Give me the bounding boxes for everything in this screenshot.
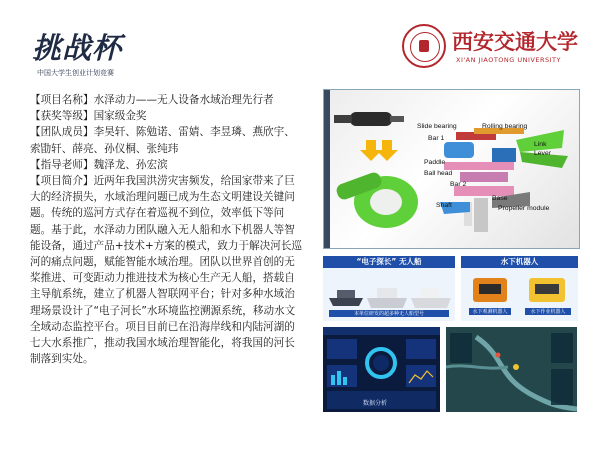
product-panels: [323, 256, 578, 321]
propeller-mechanism-figure: [323, 89, 580, 249]
advisor-label: 【指导老师】: [30, 158, 94, 171]
project-name-line: [30, 92, 302, 108]
team-label: 【团队成员】: [30, 126, 94, 139]
award-line: [30, 108, 302, 124]
label-ball-head: Ball head: [424, 170, 453, 177]
data-analysis-label: 数据分析: [363, 400, 388, 407]
university-name-cn: 西安交通大学: [452, 29, 578, 54]
university-seal-icon: [402, 24, 446, 68]
unmanned-boat-title: “电子探长” 无人船: [323, 256, 455, 268]
label-bar-2: Bar 2: [450, 181, 467, 188]
label-bar-1: Bar 1: [428, 135, 445, 142]
operation-robot-caption: 水下作业机器人: [525, 308, 571, 315]
map-graphics: [446, 327, 577, 412]
label-shaft: Shaft: [436, 202, 452, 209]
award-value: 国家级金奖: [93, 110, 147, 123]
label-link: Link: [534, 141, 547, 148]
intro-label: 【项目简介】: [30, 175, 94, 188]
university-name-en: XI'AN JIAOTONG UNIVERSITY: [456, 56, 561, 64]
challenge-cup-logo: [28, 26, 138, 82]
project-name-label: 【项目名称】: [30, 94, 94, 106]
unmanned-boat-panel: [323, 268, 455, 321]
underwater-robot-title: 水下机器人: [461, 256, 578, 268]
project-name-value: 水泽动力——无人设备水域治理先行者: [93, 94, 274, 106]
underwater-robot-panel: [461, 268, 578, 321]
label-paddle: Paddle: [424, 159, 446, 166]
monitoring-dashboard: [323, 327, 440, 412]
team-line: [30, 124, 302, 156]
challenge-cup-subtitle: 中国大学生创业计划竞赛: [37, 69, 114, 77]
label-propeller-module: Propeller module: [498, 205, 550, 212]
award-label: 【获奖等级】: [30, 110, 94, 123]
intro-line: [30, 173, 302, 367]
label-slide-bearing: Slide bearing: [417, 123, 457, 130]
project-description: [30, 92, 302, 367]
challenge-cup-title: 挑战杯: [32, 31, 123, 65]
mechanism-illustration: [324, 90, 579, 248]
xjtu-logo: [402, 22, 578, 74]
label-lever: Lever: [534, 150, 552, 157]
label-rolling-bearing: Rolling bearing: [482, 123, 528, 130]
team-value: 李昊轩、陈勉诺、雷婧、李昱璘、燕欣宇、索勖轩、薛亮、孙仪桐、张纯玮: [30, 126, 295, 155]
advisor-value: 魏泽龙、孙宏滨: [93, 158, 168, 171]
observation-robot-caption: 水下观测机器人: [469, 308, 511, 315]
label-base: Base: [492, 195, 508, 202]
map-dashboard: [446, 327, 577, 412]
intro-value: 近两年我国洪涝灾害频发，给国家带来了巨大的经济损失，水域治理问题已成为生态文明建设关键问题。传统的巡河方式存在着巡视不到位，效率低下等问题。基于此，水泽动力团队融入无人船和水下机器人等智能设备，通过产品+技术+方案的模式，致力于解决河长巡河的痛点问题，赋能智能水域治理。团队以世界首创的无桨推进、可变距动力推进技术为核心生产无人船，搭载自主导航系统，建立了机器人智联网平台；针对多种水域治理场景设计了“电子河长”水环境监控溯源系统，移动水文全域动态监控平台。项目目前已在沿海岸线和内陆河湖的七大水系推广，推动我国水域治理智能化，将我国的河长制落到实处。: [30, 175, 303, 366]
boat-caption: 本单位研发的超多种无人船型号: [329, 310, 449, 317]
advisor-line: [30, 157, 302, 173]
